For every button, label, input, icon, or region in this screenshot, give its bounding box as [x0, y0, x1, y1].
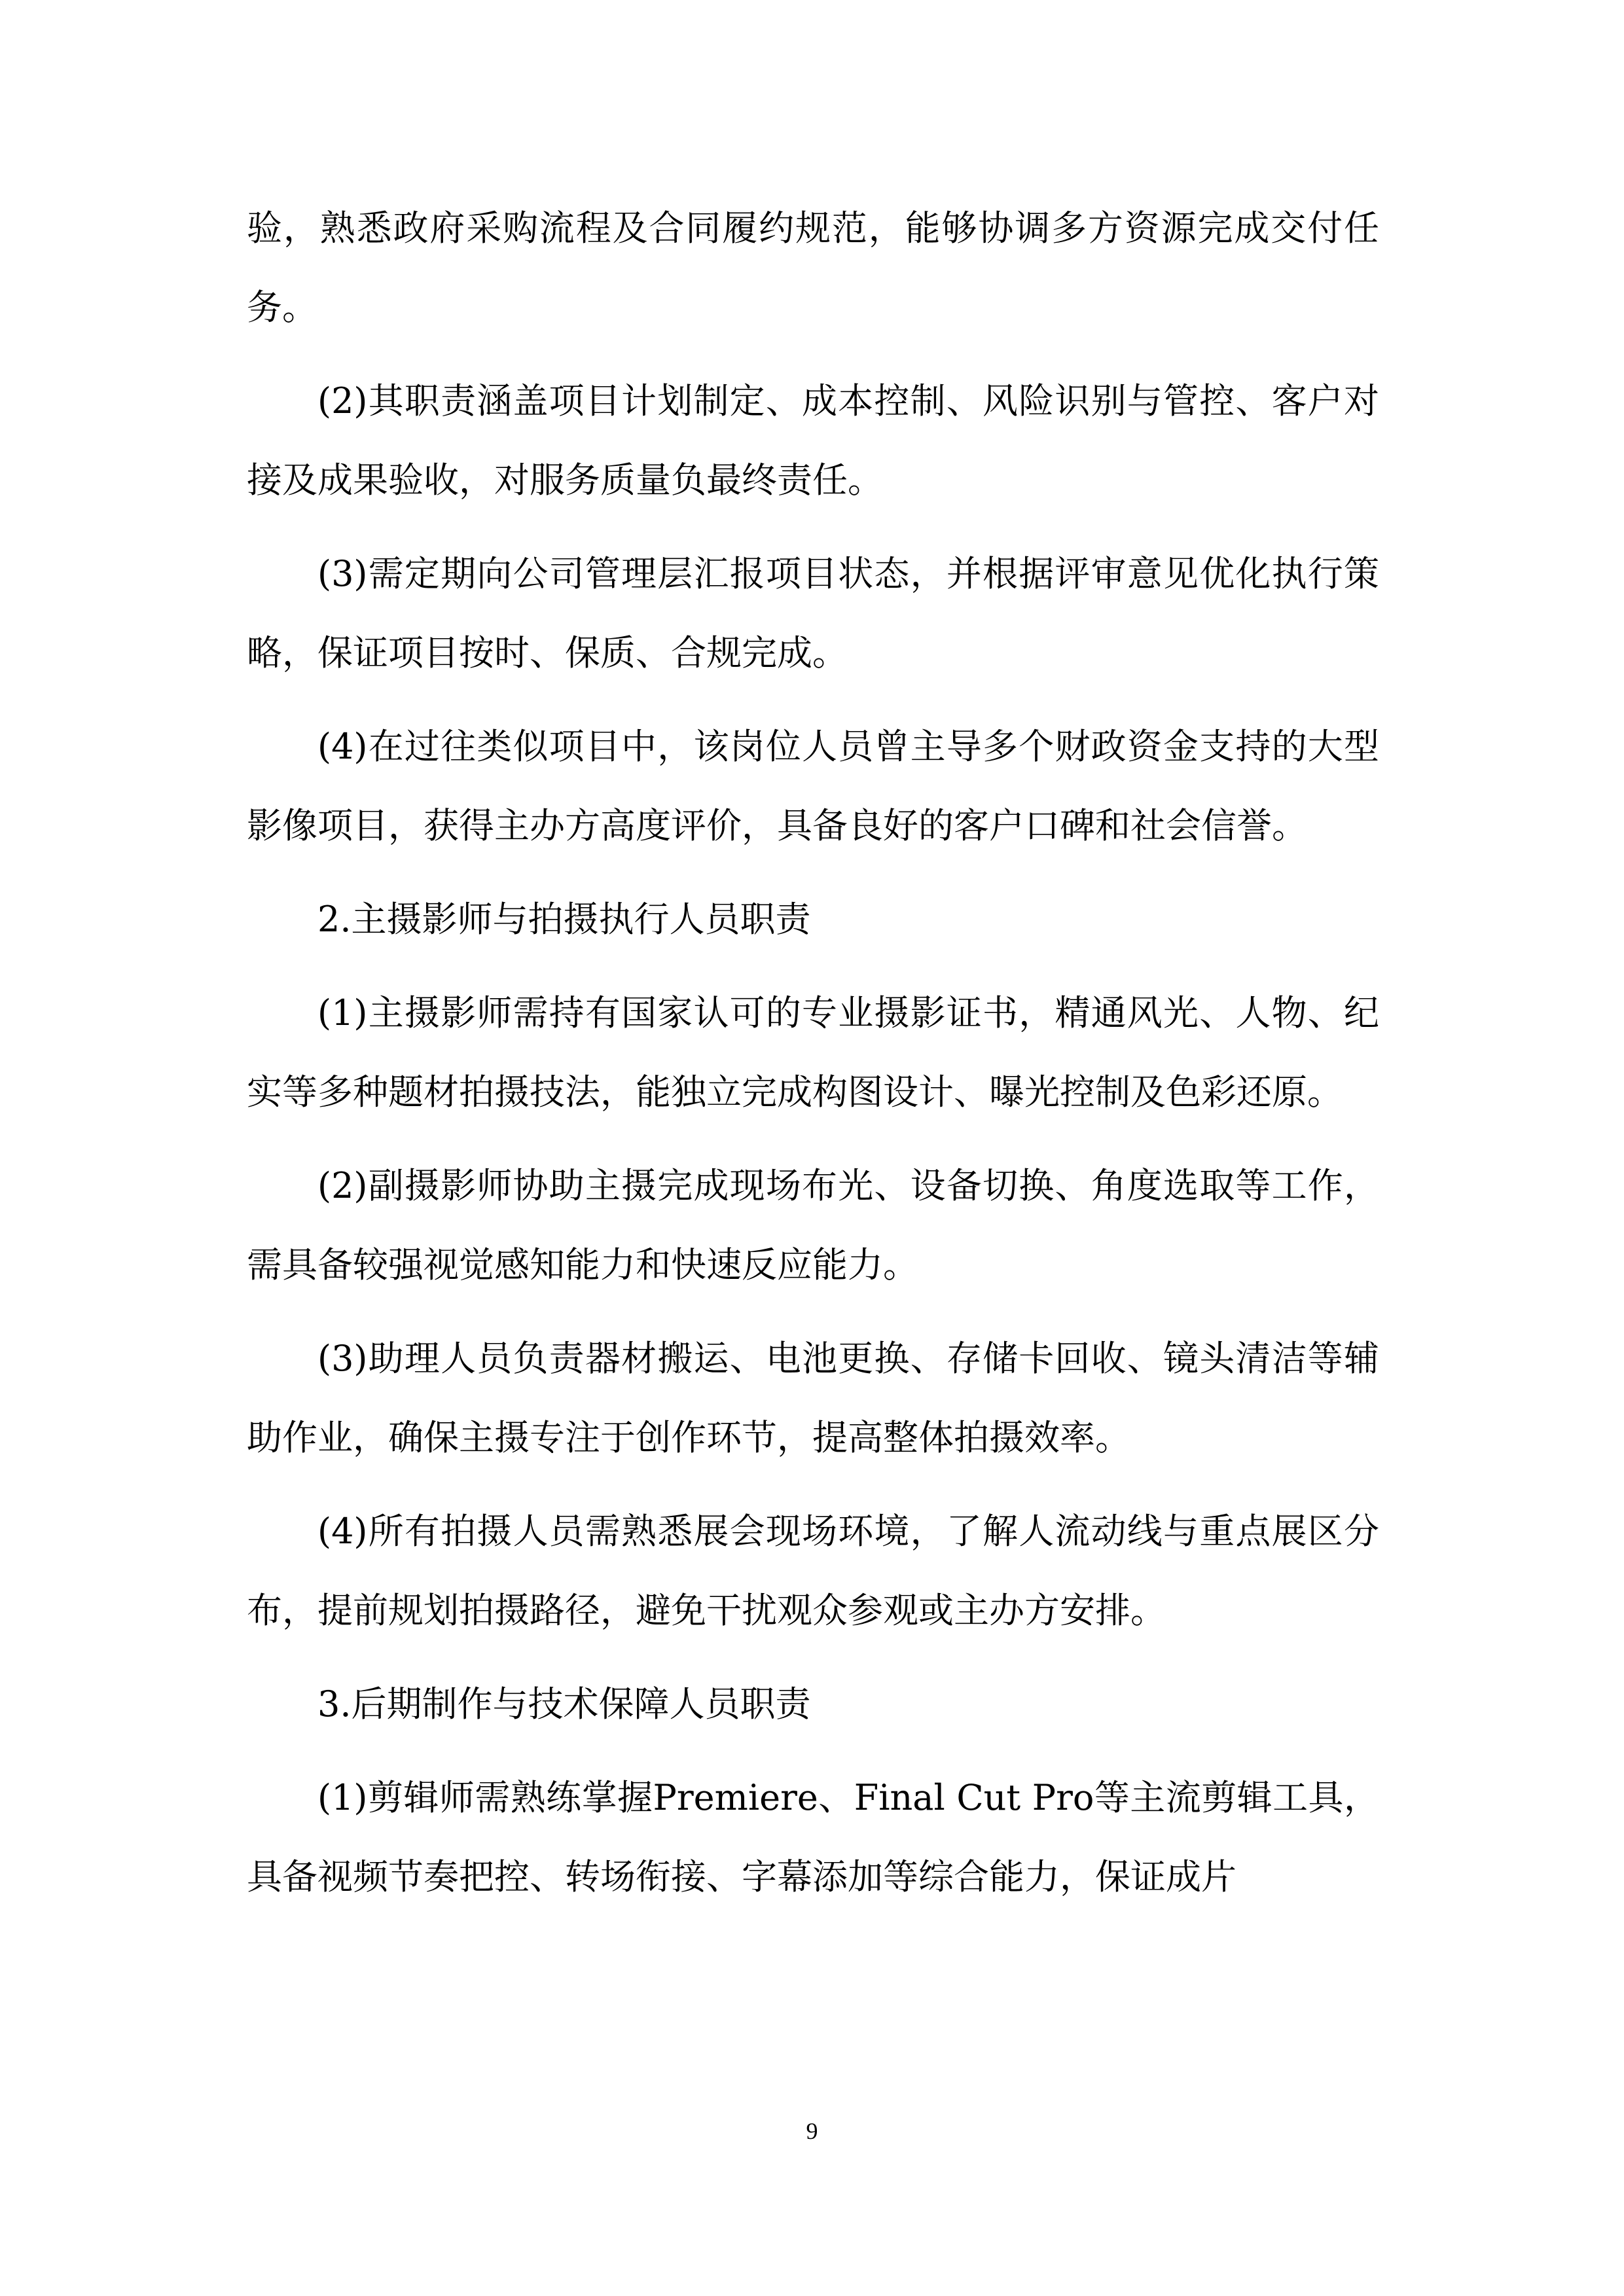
paragraph-item-3: (3)需定期向公司管理层汇报项目状态，并根据评审意见优化执行策略，保证项目按时、保质、合规完成。 [247, 553, 1379, 673]
paragraph-item-2: (2)其职责涵盖项目计划制定、成本控制、风险识别与管控、客户对接及成果验收，对服务质量负最终责任。 [247, 380, 1379, 501]
paragraph-photographer-3: (3)助理人员负责器材搬运、电池更换、存储卡回收、镜头清洁等辅助作业，确保主摄专注于创作环节，提高整体拍摄效率。 [247, 1338, 1379, 1458]
paragraph-photographer-2: (2)副摄影师协助主摄完成现场布光、设备切换、角度选取等工作，需具备较强视觉感知能力和快速反应能力。 [247, 1165, 1379, 1285]
page-number: 9 [806, 2118, 818, 2144]
paragraph-photographer-4: (4)所有拍摄人员需熟悉展会现场环境，了解人流动线与重点展区分布，提前规划拍摄路径，避免干扰观众参观或主办方安排。 [247, 1511, 1379, 1631]
paragraph-item-4: (4)在过往类似项目中，该岗位人员曾主导多个财政资金支持的大型影像项目，获得主办方高度评价，具备良好的客户口碑和社会信誉。 [247, 726, 1379, 846]
body-text [247, 188, 1379, 1931]
section-heading-post-production: 3.后期制作与技术保障人员职责 [317, 1683, 811, 1725]
paragraph-photographer-1: (1)主摄影师需持有国家认可的专业摄影证书，精通风光、人物、纪实等多种题材拍摄技法，能独立完成构图设计、曝光控制及色彩还原。 [247, 992, 1379, 1113]
paragraph-continuation: 验，熟悉政府采购流程及合同履约规范，能够协调多方资源完成交付任务。 [247, 207, 1379, 328]
paragraph-post-production-1: (1)剪辑师需熟练掌握Premiere、Final Cut Pro等主流剪辑工具，具备视频节奏把控、转场衔接、字幕添加等综合能力，保证成片 [247, 1777, 1379, 1897]
section-heading-photographer: 2.主摄影师与拍摄执行人员职责 [317, 899, 811, 940]
